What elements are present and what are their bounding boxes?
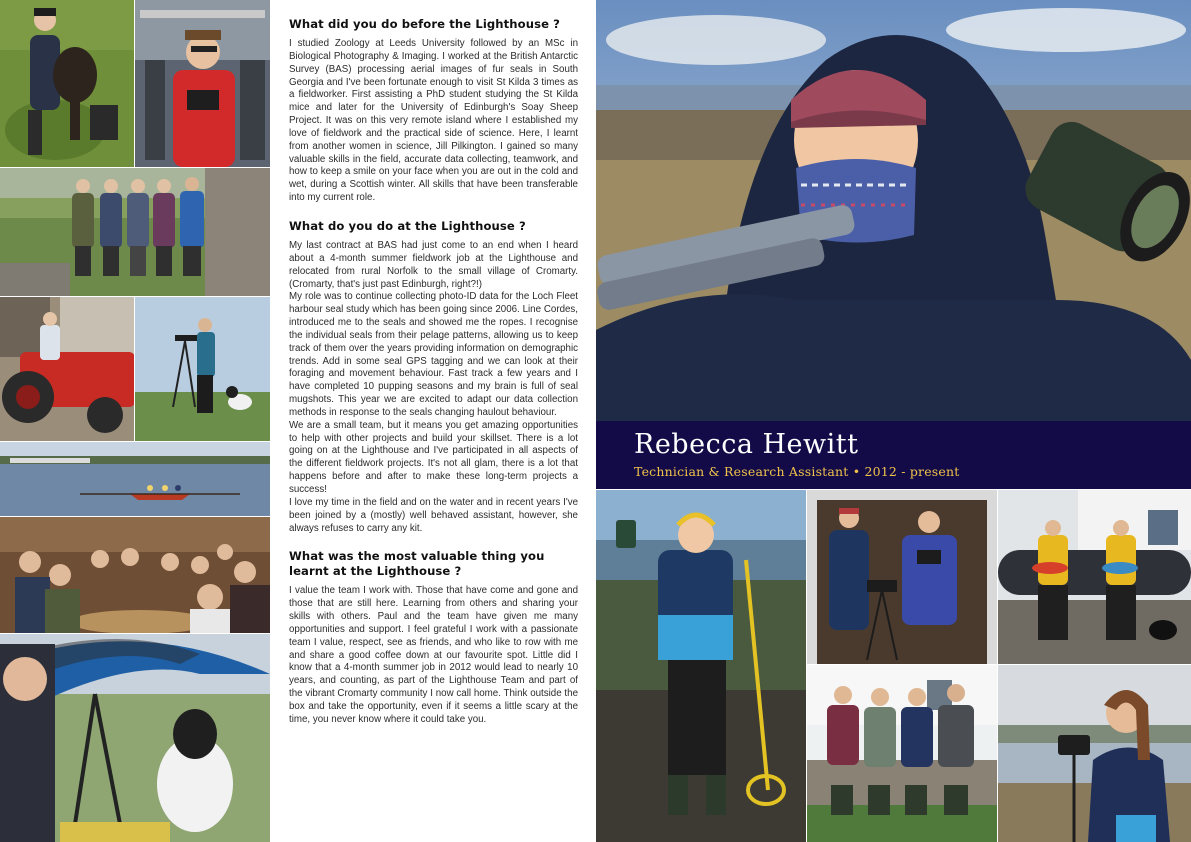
photo-four-people-sitting (807, 665, 997, 842)
section-body (289, 240, 578, 535)
section-body (289, 585, 578, 726)
person-role: Technician & Research Assistant • 2012 - present (634, 464, 960, 479)
section-at-lighthouse (282, 219, 578, 535)
photo-five-people-standing (0, 168, 270, 296)
photo-woman-under-umbrella-with-dog (0, 634, 270, 842)
name-banner (596, 421, 1191, 489)
photo-hero-selfie-with-spotting-scope (596, 0, 1191, 421)
photo-team-around-table (0, 517, 270, 633)
section-heading: What do you do at the Lighthouse ? (289, 218, 526, 233)
photo-two-women-in-van (807, 490, 997, 664)
paragraph: I studied Zoology at Leeds University followed by an MSc in Biological Photography & Imaging. I worked at the British Antarctic Survey (BAS) processing aerial images of fur seals in South Georgia and I've been fortunate enough to visit St Kilda 3 times as a fieldworker. First assisting a PhD student studying the St Kilda mice and later for the University of Edinburgh's Soay Sheep Project. It was on this very remote island where I established my love of fieldwork and the practical side of science. Here, I learnt from another women in science, Jill Pilkington. I gained so many valuable skills in the field, accurate data collecting, teamwork, and how to keep a smile on your face when you are out in the cold and wet, during a Scottish winter. All skills that have been transferable into my current role. (289, 38, 578, 204)
photo-woman-with-radio-and-pole (596, 490, 806, 842)
section-before-lighthouse (282, 17, 578, 205)
photo-two-people-with-rib-boat (998, 490, 1191, 664)
paragraph: We are a small team, but it means you get amazing opportunities to help with other projects and build your skillset. There is a lot going on at the Lighthouse and I've participated in all aspects of the different fieldwork projects. It's not all glam, there is a lot that happens before and after to make these long-term projects a success! (289, 419, 578, 495)
section-most-valuable (282, 549, 578, 726)
photo-woman-with-dog-on-grass (0, 0, 134, 167)
photo-woman-on-boat-red-suit (135, 0, 270, 167)
paragraph: My role was to continue collecting photo-ID data for the Loch Fleet harbour seal study which has been going since 2006. Line Cordes, introduced me to the seals and showed me the ropes. I recognise the individual seals from their pelage patterns, allowing us to keep track of them over the years providing information on demographic trends. Add in some seal GPS tagging and we can look at their foraging and movement behaviour. Fast track a few years and I have completed 10 pupping seasons and my brain is full of seal mugshots. This year we are excited to adapt our data collection methods in response to the seals changing haulout behaviour. (289, 291, 578, 418)
photo-woman-with-camera-by-shore (998, 665, 1191, 842)
section-heading: What did you do before the Lighthouse ? (289, 17, 561, 31)
paragraph: My last contract at BAS had just come to an end when I heard about a 4-month summer fieldwork job at the Lighthouse and relocated from rural Norfolk to the small village of Cromarty. (Cromarty, that's just past Edinburgh, right?!) (289, 239, 578, 290)
paragraph: I value the team I work with. Those that have come and gone and those that are still here. Learning from others and sharing your skills with others. Paul and the team have given me many opportunities and support. I feel grateful I work with a passionate team I value, respect, see as friends, and who like to row with me and share a good coffee down at our favourite spot. Little did I know that a 4-month summer job in 2012 would lead to nearly 10 years, and counting, as part of the Lighthouse Team and part of the vibrant Cromarty community I now call home. Think outside the box and take the opportunity, even if it seems a little scary at the time, you never know where it could take you. (289, 585, 578, 725)
photo-rowing-boat-on-water (0, 442, 270, 516)
photo-photographer-with-tripod-and-dog (135, 297, 270, 441)
interview-text-column (282, 14, 578, 741)
person-name: Rebecca Hewitt (634, 429, 859, 460)
photo-woman-on-red-tractor (0, 297, 134, 441)
section-body (289, 38, 578, 205)
section-heading: What was the most valuable thing you learnt at the Lighthouse ? (289, 549, 545, 579)
paragraph: I love my time in the field and on the water and in recent years I've been joined by a (mostly) well behaved assistant, however, she always refuses to carry any kit. (289, 496, 578, 534)
